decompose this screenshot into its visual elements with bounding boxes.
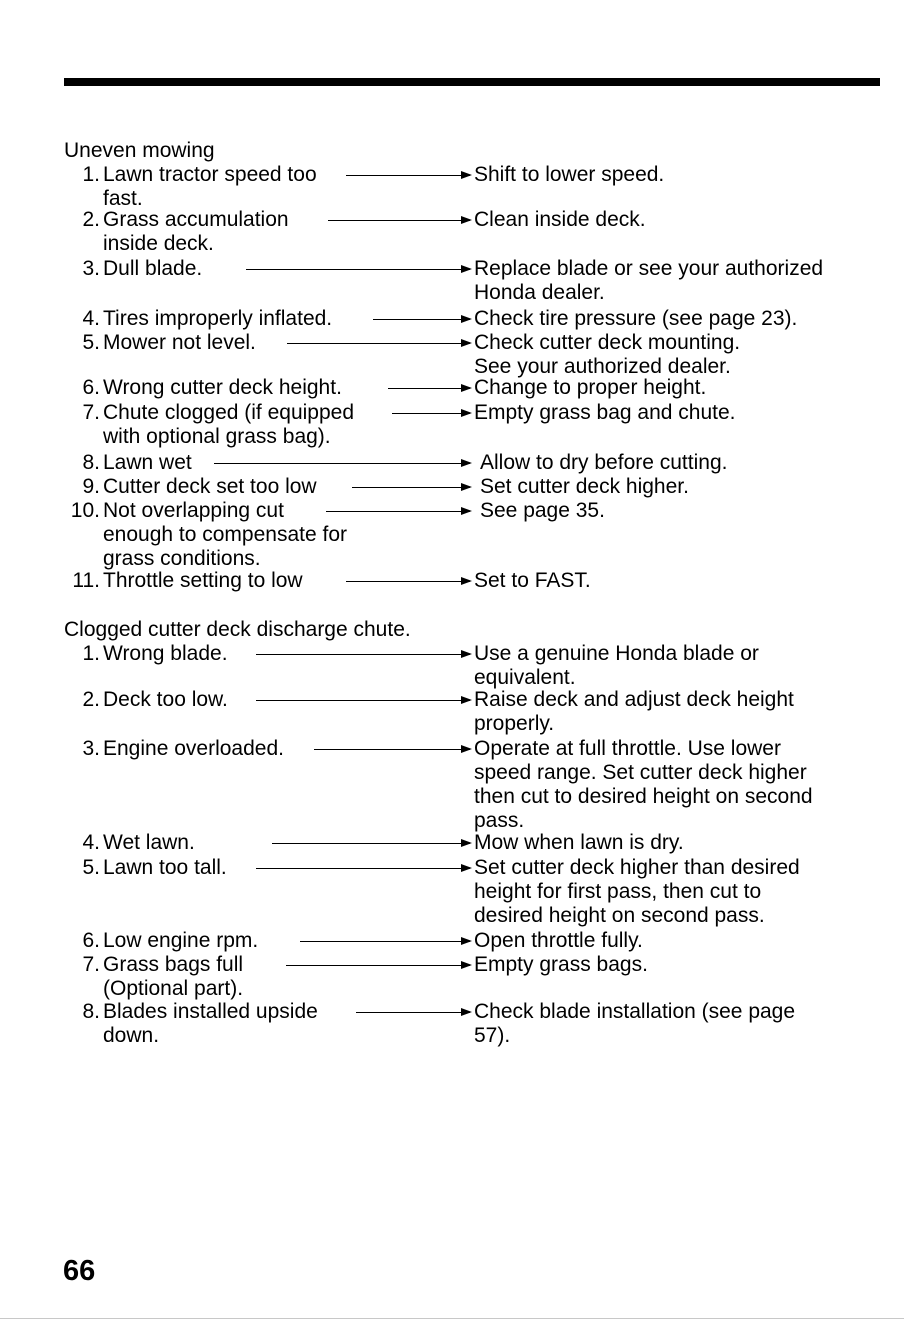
item-cause: Engine overloaded. (103, 737, 284, 760)
item-cause: Not overlapping cut enough to compensate for grass conditions. (103, 499, 348, 570)
item-number: 6. (82, 929, 100, 952)
item-cause: Grass accumulation inside deck. (103, 208, 289, 255)
arrow-right-icon (346, 581, 470, 582)
item-cause: Wrong cutter deck height. (103, 376, 342, 399)
item-cause: Lawn too tall. (103, 856, 227, 879)
arrow-right-icon (314, 749, 470, 750)
item-number: 5. (82, 856, 100, 879)
item-cause: Low engine rpm. (103, 929, 259, 952)
item-cause: Grass bags full (Optional part). (103, 953, 244, 1000)
arrow-right-icon (388, 388, 470, 389)
item-number: 11. (72, 569, 100, 592)
item-remedy: Set to FAST. (474, 569, 591, 592)
item-remedy: Shift to lower speed. (474, 163, 665, 186)
item-remedy: Allow to dry before cutting. (480, 451, 728, 474)
item-number: 1. (82, 163, 100, 186)
item-number: 1. (82, 642, 100, 665)
item-cause: Lawn tractor speed too fast. (103, 163, 317, 210)
item-number: 3. (82, 257, 100, 280)
item-cause: Mower not level. (103, 331, 256, 354)
item-cause: Lawn wet (103, 451, 192, 474)
item-number: 4. (82, 307, 100, 330)
item-number: 3. (82, 737, 100, 760)
bottom-rule (0, 1318, 904, 1319)
item-number: 10. (70, 499, 100, 522)
item-cause: Cutter deck set too low (103, 475, 317, 498)
arrow-right-icon (328, 220, 470, 221)
item-remedy: Empty grass bags. (474, 953, 648, 976)
item-number: 5. (82, 331, 100, 354)
item-remedy: Raise deck and adjust deck height properly. (474, 688, 794, 735)
item-number: 8. (82, 451, 100, 474)
arrow-right-icon (256, 868, 470, 869)
arrow-right-icon (287, 343, 470, 344)
arrow-right-icon (272, 843, 470, 844)
section-title-uneven-mowing: Uneven mowing (64, 139, 215, 162)
arrow-right-icon (326, 511, 470, 512)
item-remedy: Operate at full throttle. Use lower speed range. Set cutter deck higher then cut to desired height on second pass. (474, 737, 813, 832)
item-cause: Chute clogged (if equipped with optional grass bag). (103, 401, 355, 448)
arrow-right-icon (214, 463, 470, 464)
item-cause: Deck too low. (103, 688, 228, 711)
arrow-right-icon (256, 654, 470, 655)
arrow-right-icon (246, 269, 470, 270)
item-number: 2. (82, 688, 100, 711)
arrow-right-icon (300, 941, 470, 942)
item-remedy: Empty grass bag and chute. (474, 401, 736, 424)
arrow-right-icon (286, 965, 470, 966)
arrow-right-icon (352, 487, 470, 488)
item-remedy: Check cutter deck mounting. See your authorized dealer. (474, 331, 741, 378)
arrow-right-icon (256, 700, 470, 701)
item-number: 7. (82, 953, 100, 976)
item-remedy: Mow when lawn is dry. (474, 831, 684, 854)
arrow-right-icon (392, 413, 470, 414)
item-number: 6. (82, 376, 100, 399)
item-remedy: Set cutter deck higher than desired height for first pass, then cut to desired height on second pass. (474, 856, 800, 927)
item-cause: Dull blade. (103, 257, 203, 280)
item-number: 9. (82, 475, 100, 498)
item-cause: Tires improperly inflated. (103, 307, 333, 330)
item-number: 2. (82, 208, 100, 231)
item-cause: Blades installed upside down. (103, 1000, 318, 1047)
top-rule (64, 78, 880, 86)
arrow-right-icon (346, 175, 470, 176)
item-remedy: Set cutter deck higher. (480, 475, 689, 498)
item-remedy: Check blade installation (see page 57). (474, 1000, 796, 1047)
item-cause: Wet lawn. (103, 831, 195, 854)
section-title-clogged-chute: Clogged cutter deck discharge chute. (64, 618, 411, 641)
arrow-right-icon (373, 319, 470, 320)
item-number: 7. (82, 401, 100, 424)
item-remedy: See page 35. (480, 499, 605, 522)
item-remedy: Clean inside deck. (474, 208, 646, 231)
page-number: 66 (63, 1255, 96, 1287)
item-remedy: Use a genuine Honda blade or equivalent. (474, 642, 759, 689)
item-remedy: Check tire pressure (see page 23). (474, 307, 798, 330)
item-cause: Wrong blade. (103, 642, 228, 665)
arrow-right-icon (356, 1012, 470, 1013)
item-remedy: Open throttle fully. (474, 929, 643, 952)
item-number: 4. (82, 831, 100, 854)
item-remedy: Change to proper height. (474, 376, 707, 399)
item-cause: Throttle setting to low (103, 569, 303, 592)
item-number: 8. (82, 1000, 100, 1023)
item-remedy: Replace blade or see your authorized Honda dealer. (474, 257, 824, 304)
